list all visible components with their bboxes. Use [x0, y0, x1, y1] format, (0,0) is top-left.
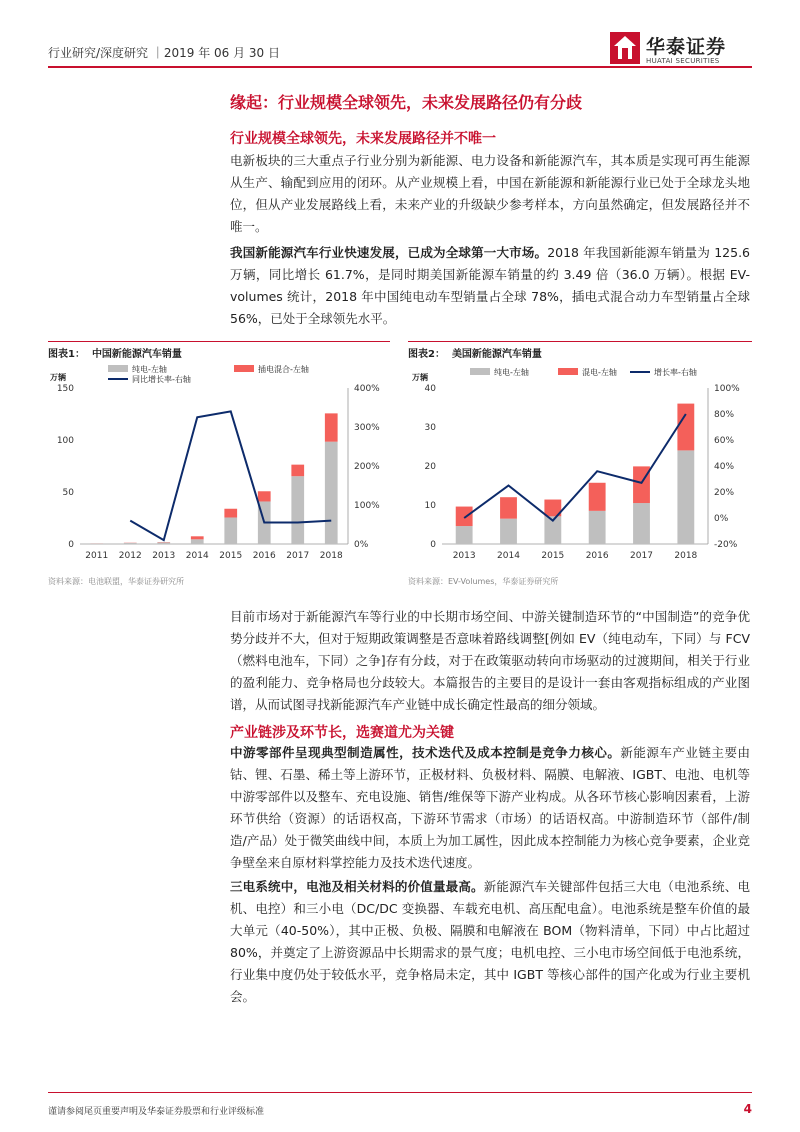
section1-paragraph2	[230, 242, 750, 330]
page-title: 缘起：行业规模全球领先，未来发展路径仍有分歧	[230, 93, 583, 112]
x-tick-label: 2012	[118, 551, 142, 561]
y2-tick-label: 80%	[714, 410, 735, 420]
figure2-source: 资料来源：EV-Volumes，华泰证券研究所	[408, 577, 559, 586]
brand-name-cn: 华泰证券	[646, 36, 727, 58]
section3-p2-body: 新能源汽车关键部件包括三大电（电池系统、电机、电控）和三小电（DC/DC 变换器、车载充电机、高压配电盒）。电池系统是整车价值的最大单元（40-50%），其中正极、负极、隔膜和电解液在 BOM（物料清单，下同）中占比超过 80%，并奠定了上游资源品中长期需求的景气度；电机电控、三小电市场空间低于电池系统，行业集中度仍处于较低水平，竞争格局未定，其中 IGBT 等核心部件的国产化或为行业主要机会。	[230, 879, 750, 1004]
y-tick-label: 10	[424, 501, 436, 511]
x-tick-label: 2017	[630, 551, 653, 561]
y-tick-label: 150	[56, 384, 74, 394]
figure1-label: 图表1：	[48, 349, 85, 360]
y2-tick-label: 300%	[354, 423, 380, 433]
x-tick-label: 2011	[85, 551, 109, 561]
section3-p2-lead: 三电系统中，电池及相关材料的价值量最高。	[230, 879, 484, 894]
bar-segment	[325, 442, 338, 544]
bar-segment	[633, 503, 650, 544]
x-tick-label: 2013	[152, 551, 176, 561]
huatai-logo-icon	[610, 32, 640, 64]
y2-tick-label: 20%	[714, 488, 735, 498]
x-tick-label: 2014	[497, 551, 520, 561]
y2-tick-label: 60%	[714, 436, 735, 446]
y-tick-label: 50	[62, 488, 74, 498]
bar-segment	[500, 519, 517, 544]
bar-segment	[291, 465, 304, 477]
china-nev-sales-chart	[48, 360, 390, 572]
y2-tick-label: 200%	[354, 462, 380, 472]
page-number: 4	[743, 1102, 752, 1116]
y-tick-label: 0	[68, 540, 74, 550]
y2-tick-label: -20%	[714, 540, 738, 550]
bar-segment	[456, 507, 473, 527]
y-tick-label: 30	[424, 423, 436, 433]
bar-segment	[325, 413, 338, 441]
bar-segment	[291, 476, 304, 544]
legend-swatch	[108, 365, 128, 372]
figure2-rule	[408, 341, 752, 342]
bar-segment	[157, 542, 170, 544]
header-rule	[48, 66, 752, 68]
figure1-source: 资料来源：电池联盟，华泰证券研究所	[48, 577, 184, 586]
figure2-title	[408, 345, 542, 360]
footer-rule	[48, 1092, 752, 1093]
bar-segment	[589, 483, 606, 511]
section1-p2-lead: 我国新能源汽车行业快速发展，已成为全球第一大市场。	[230, 245, 548, 260]
legend-label: 增长率-右轴	[654, 368, 697, 377]
legend-label: 插电混合-左轴	[258, 365, 309, 374]
y-tick-label: 20	[424, 462, 436, 472]
x-tick-label: 2016	[252, 551, 276, 561]
us-nev-sales-chart	[408, 360, 752, 572]
legend-label: 同比增长率-右轴	[132, 375, 191, 384]
section3-p1-body: 新能源车产业链主要由钴、锂、石墨、稀土等上游环节，正极材料、负极材料、隔膜、电解液、IGBT、电池、电机等中游零部件以及整车、充电设施、销售/维保等下游产业构成。从各环节核心影响因素看，上游环节供给（资源）的话语权高，下游环节需求（市场）的话语权高。中游制造环节（部件/制造/产品）处于微笑曲线中间，本质上为加工属性，因此成本控制能力为核心竞争要素，企业竞争壁垒来自原材料掌控能力及技术迭代速度。	[230, 745, 750, 870]
legend-swatch	[234, 365, 254, 372]
x-tick-label: 2018	[674, 551, 698, 561]
bar-segment	[90, 543, 103, 544]
y2-tick-label: 100%	[354, 501, 380, 511]
figure2-name: 美国新能源汽车销量	[451, 349, 542, 360]
bar-segment	[500, 497, 517, 518]
bar-segment	[124, 543, 137, 544]
x-tick-label: 2013	[452, 551, 476, 561]
x-tick-label: 2014	[185, 551, 209, 561]
y-tick-label: 0	[430, 540, 436, 550]
x-tick-label: 2016	[585, 551, 609, 561]
bar-segment	[191, 539, 204, 544]
y2-tick-label: 0%	[354, 540, 369, 550]
figure1-rule	[48, 341, 390, 342]
x-tick-label: 2018	[319, 551, 343, 561]
section1-heading: 行业规模全球领先，未来发展路径并不唯一	[230, 131, 496, 147]
x-tick-label: 2015	[219, 551, 243, 561]
y-axis-unit-label: 万辆	[412, 373, 428, 382]
section3-heading: 产业链涉及环节长，选赛道尤为关键	[230, 725, 454, 741]
section2-paragraph: 目前市场对于新能源汽车等行业的中长期市场空间、中游关键制造环节的“中国制造”的竞争优势分歧并不大，但对于短期政策调整是否意味着路线调整[例如 EV（纯电动车，下同）与 FCV（燃料电池车，下同）之争]存有分歧，对于在政策驱动转向市场驱动的过渡期间，相关于行业的盈利能力、竞争格局也分歧较大。本篇报告的主要目的是设计一套由客观指标组成的产业图谱，从而试图寻找新能源汽车产业链中成长确定性最高的细分领域。	[230, 609, 750, 712]
section3-paragraph1	[230, 742, 750, 874]
bar-segment	[677, 450, 694, 544]
bar-segment	[258, 491, 271, 501]
footer-disclaimer: 谨请参阅尾页重要声明及华泰证券股票和行业评级标准	[48, 1107, 265, 1117]
section1-p2-body: 2018 年我国新能源车销量为 125.6 万辆，同比增长 61.7%，是同时期美国新能源车销量的约 3.49 倍（36.0 万辆）。根据 EV-volumes 统计，2018 年中国纯电动车型销量占全球 78%，插电式混合动力车型销量占全球 56%，已处于全球领先水平。	[230, 245, 750, 326]
figure1-title	[48, 345, 182, 360]
legend-swatch	[470, 368, 490, 375]
bar-segment	[677, 404, 694, 451]
header-breadcrumb: 行业研究/深度研究 ｜2019 年 06 月 30 日	[48, 46, 281, 60]
bar-segment	[589, 511, 606, 544]
y-tick-label: 40	[424, 384, 436, 394]
y2-tick-label: 40%	[714, 462, 735, 472]
y-axis-unit-label: 万辆	[50, 373, 66, 382]
y-tick-label: 100	[56, 436, 74, 446]
y2-tick-label: 100%	[714, 384, 740, 394]
legend-swatch	[558, 368, 578, 375]
x-tick-label: 2017	[286, 551, 310, 561]
bar-segment	[224, 509, 237, 518]
legend-label: 纯电-左轴	[494, 368, 529, 377]
section1-paragraph1: 电新板块的三大重点子行业分别为新能源、电力设备和新能源汽车，其本质是实现可再生能源从生产、输配到应用的闭环。从产业规模上看，中国在新能源和新能源行业已处于全球龙头地位，但从产业发展路线上看，未来产业的升级缺少参考样本，方向虽然确定，但发展路径并不唯一。	[230, 153, 750, 234]
y2-tick-label: 0%	[714, 514, 729, 524]
figure2-label: 图表2：	[408, 349, 445, 360]
bar-segment	[456, 526, 473, 544]
x-tick-label: 2015	[541, 551, 565, 561]
bar-segment	[224, 517, 237, 544]
y2-tick-label: 400%	[354, 384, 380, 394]
bar-segment	[191, 536, 204, 539]
section3-paragraph2	[230, 876, 750, 1008]
figure1-name: 中国新能源汽车销量	[91, 349, 182, 360]
brand-name-en: HUATAI SECURITIES	[646, 57, 720, 65]
section3-p1-lead: 中游零部件呈现典型制造属性，技术迭代及成本控制是竞争力核心。	[230, 745, 621, 760]
growth-rate-line	[464, 414, 686, 521]
brand-logo	[610, 30, 750, 70]
legend-label: 混电-左轴	[582, 368, 617, 377]
legend-label: 纯电-左轴	[132, 365, 167, 374]
